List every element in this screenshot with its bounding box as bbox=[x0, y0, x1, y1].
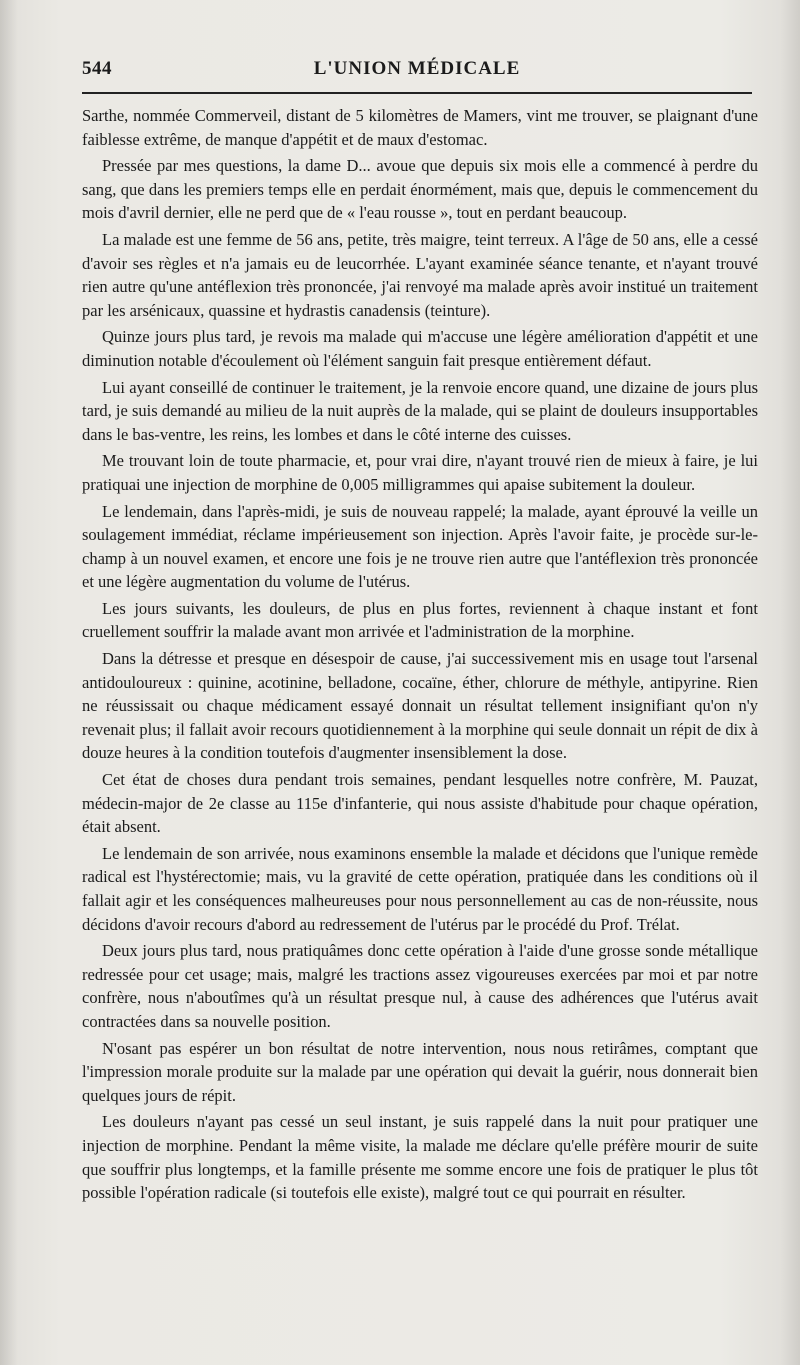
header-rule bbox=[82, 92, 752, 94]
paragraph: Me trouvant loin de toute pharmacie, et, pour vrai dire, n'ayant trouvé rien de mieux à faire, je lui pratiquai une injection de morphine de 0,005 milligrammes qui apaise subitement la douleur. bbox=[82, 451, 758, 494]
paragraph: Quinze jours plus tard, je revois ma malade qui m'accuse une légère amélioration d'appétit et une diminution notable d'écoulement où l'élément sanguin fait presque entièrement défaut. bbox=[82, 327, 758, 370]
page-number: 544 bbox=[82, 58, 112, 79]
paragraph: Pressée par mes questions, la dame D... avoue que depuis six mois elle a commencé à perdre du sang, que dans les premiers temps elle en perdait énormément, mais que, depuis le commencement du mois d'avril dernier, elle ne perd que de « l'eau rousse », tout en perdant beaucoup. bbox=[82, 156, 758, 223]
body-text bbox=[82, 104, 758, 1208]
page-header bbox=[82, 56, 752, 90]
paragraph: N'osant pas espérer un bon résultat de notre intervention, nous nous retirâmes, comptant que l'impression morale produite sur la malade par une opération qui devait la guérir, nous donnerait bien quelques jours de répit. bbox=[82, 1038, 758, 1105]
paragraph: Les jours suivants, les douleurs, de plus en plus fortes, reviennent à chaque instant et font cruellement souffrir la malade avant mon arrivée et l'administration de la morphine. bbox=[82, 598, 758, 642]
paragraph: Deux jours plus tard, nous pratiquâmes donc cette opération à l'aide d'une grosse sonde métallique redressée pour cet usage; mais, malgré les tractions assez vigoureuses exercées par moi et par notre confrère, nous n'aboutîmes qu'à un résultat presque nul, à cause des adhérences que l'utérus avait contractées dans sa nouvelle position. bbox=[82, 941, 758, 1031]
paragraph: Sarthe, nommée Commerveil, distant de 5 kilomètres de Mamers, vint me trouver, se plaignant d'une faiblesse extrême, de manque d'appétit et de maux d'estomac. bbox=[82, 106, 758, 149]
paragraph: Le lendemain, dans l'après-midi, je suis de nouveau rappelé; la malade, ayant éprouvé la veille un soulagement immédiat, réclame impérieusement son injection. Après l'avoir faite, je procède sur-le-champ à un nouvel examen, et encore une fois je ne trouve rien autre que l'antéflexion très prononcée et une légère augmentation du volume de l'utérus. bbox=[82, 501, 758, 592]
paragraph: La malade est une femme de 56 ans, petite, très maigre, teint terreux. A l'âge de 50 ans, elle a cessé d'avoir ses règles et n'a jamais eu de leucorrhée. L'ayant examinée séance tenante, et n'ayant trouvé rien autre qu'une antéflexion très prononcée, j'ai renvoyé ma malade après avoir institué un traitement par les arsénicaux, quassine et hydrastis canadensis (teinture). bbox=[82, 229, 758, 320]
running-title: L'UNION MÉDICALE bbox=[313, 58, 521, 79]
paragraph: Les douleurs n'ayant pas cessé un seul instant, je suis rappelé dans la nuit pour pratiquer une injection de morphine. Pendant la même visite, la malade me déclare qu'elle préfère mourir de suite que souffrir plus longtemps, et la famille présente me somme encore une fois de pratiquer le plus tôt possible l'opération radicale (si toutefois elle existe), malgré tout ce qui pourrait en résulter. bbox=[82, 1112, 758, 1203]
paragraph: Le lendemain de son arrivée, nous examinons ensemble la malade et décidons que l'unique remède radical est l'hystérectomie; mais, vu la gravité de cette opération, pratiquée dans les conditions où il fallait agir et les conséquences malheureuses pour nous personnellement au cas de non-réussite, nous décidons d'avoir recours d'abord au redressement de l'utérus par le procédé du Prof. Trélat. bbox=[82, 843, 758, 934]
paragraph: Cet état de choses dura pendant trois semaines, pendant lesquelles notre confrère, M. Pauzat, médecin-major de 2e classe au 115e d'infanterie, qui nous assiste d'habitude pour chaque opération, était absent. bbox=[82, 770, 758, 837]
paragraph: Lui ayant conseillé de continuer le traitement, je la renvoie encore quand, une dizaine de jours plus tard, je suis demandé au milieu de la nuit auprès de la malade, qui se plaint de douleurs insupportables dans le bas-ventre, les reins, les lombes et dans le côté interne des cuisses. bbox=[82, 377, 758, 444]
paragraph: Dans la détresse et presque en désespoir de cause, j'ai successivement mis en usage tout l'arsenal antidouloureux : quinine, acotinine, belladone, cocaïne, éther, chlorure de méthyle, antipyrine. Rien ne réussissait ou chaque médicament essayé donnait un résultat tellement insignifiant qu'on n'y revenait plus; il fallait avoir recours quotidiennement à la morphine qui seule donnait un répit de dix à douze heures à la condition toutefois d'augmenter insensiblement la dose. bbox=[82, 649, 758, 763]
